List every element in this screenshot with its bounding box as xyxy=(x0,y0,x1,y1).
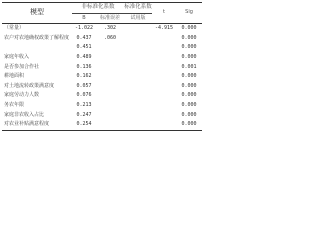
beta-value xyxy=(124,63,152,73)
sig-value: 0.000 xyxy=(181,73,197,80)
table-row xyxy=(2,43,202,53)
variable-header: 模型 xyxy=(2,3,72,24)
se-value xyxy=(96,91,124,101)
unstandardized-coef-header: 非标准化系数 xyxy=(72,3,124,14)
se-value xyxy=(96,43,124,53)
b-value: 0.489 xyxy=(76,53,92,60)
sig-value: 0.000 xyxy=(181,92,197,99)
se-header: 标准误差 xyxy=(96,13,124,24)
b-value: 0.254 xyxy=(72,120,96,130)
sig-value: 0.000 xyxy=(181,25,197,32)
beta-value xyxy=(124,72,152,82)
sig-value: 0.000 xyxy=(181,111,197,118)
t-value xyxy=(152,34,176,44)
b-value: -1.022 xyxy=(74,25,94,32)
row-label: 务农年限 xyxy=(4,101,25,108)
table-row xyxy=(2,120,202,130)
b-value: 0.451 xyxy=(76,44,92,51)
se-value xyxy=(96,111,124,121)
table-row xyxy=(2,34,202,44)
table-row xyxy=(2,63,202,73)
t-value xyxy=(152,120,176,130)
b-value: 0.437 xyxy=(76,34,92,41)
table-row xyxy=(2,53,202,63)
sig-value: 0.001 xyxy=(181,63,197,70)
standardized-coef-header: 标准化系数 xyxy=(124,3,152,14)
b-header: B xyxy=(72,13,96,24)
row-label: 家庭劳动力人数 xyxy=(4,92,40,99)
b-value: 0.057 xyxy=(76,82,92,89)
beta-value xyxy=(124,53,152,63)
beta-value xyxy=(124,43,152,53)
t-value: -4.915 xyxy=(154,25,174,32)
b-value: 0.076 xyxy=(76,92,92,99)
se-value xyxy=(96,82,124,92)
beta-value xyxy=(124,82,152,92)
b-value: 0.136 xyxy=(76,63,92,70)
header-row-groups xyxy=(2,3,202,14)
b-value: 0.213 xyxy=(76,101,92,108)
sig-value: 0.000 xyxy=(181,44,197,51)
t-value xyxy=(152,63,176,73)
t-value xyxy=(152,43,176,53)
row-label xyxy=(2,43,72,53)
b-value: 0.162 xyxy=(76,73,92,80)
t-value xyxy=(152,111,176,121)
t-header: t xyxy=(152,3,176,24)
beta-header: 试用版 xyxy=(124,13,152,24)
row-label: 是否参加合作社 xyxy=(4,63,40,70)
sig-value: 0.000 xyxy=(181,101,197,108)
table-row xyxy=(2,101,202,111)
t-value xyxy=(152,53,176,63)
table-row xyxy=(2,91,202,101)
t-value xyxy=(152,91,176,101)
table-row xyxy=(2,72,202,82)
sig-value: 0.000 xyxy=(176,120,202,130)
t-value xyxy=(152,72,176,82)
se-value xyxy=(96,120,124,130)
se-value xyxy=(96,63,124,73)
b-value: 0.247 xyxy=(76,111,92,118)
table-row xyxy=(2,24,202,34)
row-label: 农户对农地确权政策了解程度 xyxy=(4,34,70,41)
beta-value xyxy=(124,101,152,111)
sig-value: 0.000 xyxy=(181,82,197,89)
row-label: 家庭非农收入占比 xyxy=(4,111,45,118)
table-row xyxy=(2,82,202,92)
se-value: .060 xyxy=(103,34,117,41)
t-value xyxy=(152,101,176,111)
beta-value xyxy=(124,24,152,34)
t-value xyxy=(152,82,176,92)
beta-value xyxy=(124,111,152,121)
regression-table-container xyxy=(2,2,202,143)
row-label: 家庭年收入 xyxy=(4,53,30,60)
row-label: 对土地流转政策满意度 xyxy=(4,82,55,89)
row-label: 对农业补贴满意程度 xyxy=(2,120,72,130)
se-value xyxy=(96,53,124,63)
row-label: （常量） xyxy=(4,25,25,32)
sig-value: 0.000 xyxy=(181,53,197,60)
table-row xyxy=(2,111,202,121)
se-value xyxy=(96,101,124,111)
regression-table xyxy=(2,2,202,131)
beta-value xyxy=(124,120,152,130)
se-value: .302 xyxy=(103,25,117,32)
row-label: 耕地面积 xyxy=(4,73,25,80)
sig-header: Sig xyxy=(176,3,202,24)
beta-value xyxy=(124,34,152,44)
se-value xyxy=(96,72,124,82)
beta-value xyxy=(124,91,152,101)
sig-value: 0.000 xyxy=(181,34,197,41)
